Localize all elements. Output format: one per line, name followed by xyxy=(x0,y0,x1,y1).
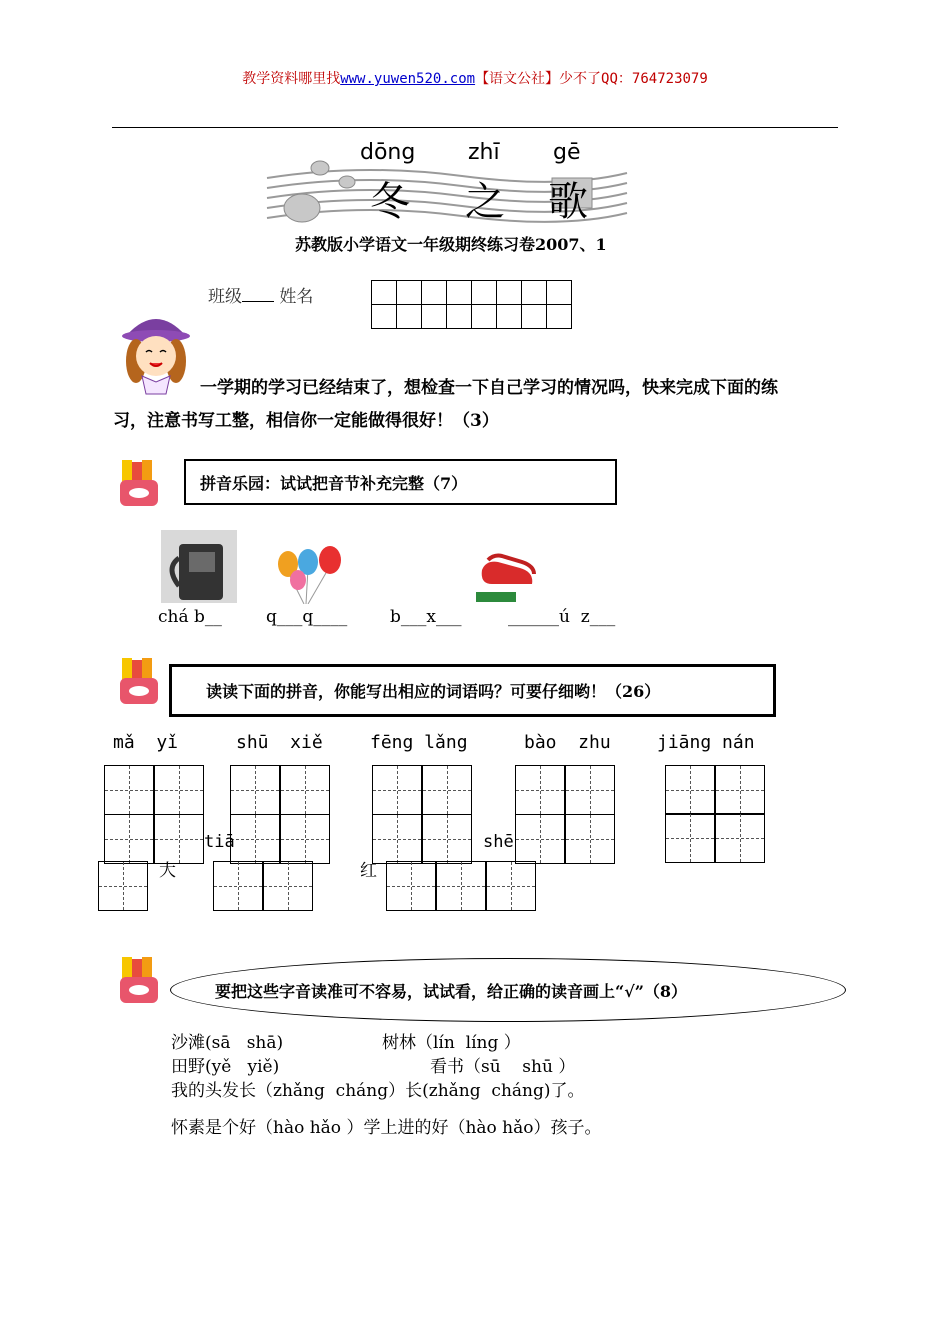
section2-pinyin-1: mǎ yǐ xyxy=(113,732,179,753)
class-label: 班级 xyxy=(208,287,242,307)
title-pinyin-2: zhī xyxy=(468,140,500,165)
fragment-da: 大 xyxy=(159,861,176,881)
cup-image xyxy=(161,530,237,603)
section2-pinyin-4: bào zhu xyxy=(524,732,611,753)
title-char-1: 冬 xyxy=(370,179,410,225)
writing-grid-cell[interactable] xyxy=(436,861,486,911)
writing-grid-cell[interactable] xyxy=(154,765,204,815)
cartoon-girl-illustration xyxy=(120,306,192,396)
writing-grid-cell[interactable] xyxy=(515,765,565,815)
writing-grid-cell[interactable] xyxy=(372,814,422,864)
class-label-row xyxy=(208,282,313,307)
fragment-she: shē xyxy=(483,832,514,852)
section3-row-2-right[interactable]: 看书（sū shū ） xyxy=(430,1057,576,1077)
section1-item-2[interactable]: q___q____ xyxy=(266,607,348,627)
intro-line-2: 习，注意书写工整，相信你一定能做得很好！（3） xyxy=(113,411,499,431)
writing-grid-cell[interactable] xyxy=(104,765,154,815)
title-char-2: 之 xyxy=(465,179,505,225)
class-blank[interactable] xyxy=(242,301,274,302)
header-prefix: 教学资料哪里找 xyxy=(242,71,341,87)
section3-row-1-right[interactable]: 树林（lín líng ） xyxy=(382,1033,521,1053)
writing-grid-cell[interactable] xyxy=(715,813,765,863)
writing-grid-cell[interactable] xyxy=(665,765,715,815)
section2-pinyin-3: fēng lǎng xyxy=(370,732,468,753)
section1-item-1[interactable]: chá b__ xyxy=(158,607,222,627)
writing-grid-cell[interactable] xyxy=(280,765,330,815)
writing-grid-cell[interactable] xyxy=(422,814,472,864)
writing-grid-cell[interactable] xyxy=(98,861,148,911)
writing-grid-cell[interactable] xyxy=(104,814,154,864)
title-pinyin-1: dōng xyxy=(360,140,416,165)
section1-item-3[interactable]: b___x___ xyxy=(390,607,462,627)
writing-grid-cell[interactable] xyxy=(565,765,615,815)
section3-row-2-left[interactable]: 田野(yě yiě) xyxy=(171,1057,280,1077)
fragment-hong: 红 xyxy=(360,861,377,881)
writing-grid-cell[interactable] xyxy=(263,861,313,911)
balloons-image xyxy=(268,542,348,604)
section3-row-4[interactable]: 怀素是个好（hào hǎo ）学上进的好（hào hǎo）孩子。 xyxy=(171,1118,602,1138)
intro-line-1: 一学期的学习已经结束了，想检查一下自己学习的情况吗，快来完成下面的练 xyxy=(200,378,778,398)
section2-pinyin-2: shū xiě xyxy=(236,732,323,753)
header-link[interactable]: www.yuwen520.com xyxy=(340,71,476,87)
section2-pinyin-5: jiāng nán xyxy=(657,732,755,753)
writing-grid-cell[interactable] xyxy=(565,814,615,864)
header-divider xyxy=(112,127,838,128)
pencil-cup-icon-3 xyxy=(118,955,164,1005)
writing-grid-cell[interactable] xyxy=(213,861,263,911)
writing-grid-cell[interactable] xyxy=(230,765,280,815)
writing-grid-cell[interactable] xyxy=(230,814,280,864)
shoes-image xyxy=(476,540,542,602)
writing-grid-cell[interactable] xyxy=(486,861,536,911)
fragment-tia: tiā xyxy=(204,832,235,852)
writing-grid-cell[interactable] xyxy=(665,813,715,863)
header-suffix: 【语文公社】少不了QQ：764723079 xyxy=(475,71,708,87)
writing-grid-cell[interactable] xyxy=(422,765,472,815)
page-subtitle: 苏教版小学语文一年级期终练习卷2007、1 xyxy=(295,235,607,254)
writing-grid-cell[interactable] xyxy=(372,765,422,815)
writing-grid-cell[interactable] xyxy=(386,861,436,911)
section3-title-ellipse: 要把这些字音读准可不容易，试试看，给正确的读音画上“√”（8） xyxy=(170,958,846,1022)
title-char-3: 歌 xyxy=(548,179,588,225)
header-banner xyxy=(0,68,950,88)
writing-grid-cell[interactable] xyxy=(715,765,765,815)
section2-title-box: 读读下面的拼音，你能写出相应的词语吗？可要仔细哟！（26） xyxy=(169,664,776,717)
pencil-cup-icon xyxy=(118,458,164,508)
pencil-cup-icon-2 xyxy=(118,656,164,706)
writing-grid-cell[interactable] xyxy=(280,814,330,864)
section3-row-1-left[interactable]: 沙滩(sā shā) xyxy=(171,1033,284,1053)
name-label: 姓名 xyxy=(279,287,314,307)
writing-grid-cell[interactable] xyxy=(515,814,565,864)
section1-title-box: 拼音乐园：试试把音节补充完整（7） xyxy=(184,459,617,505)
section3-row-3[interactable]: 我的头发长（zhǎng cháng）长(zhǎng cháng)了。 xyxy=(171,1081,585,1101)
name-grid[interactable] xyxy=(371,280,571,328)
section1-item-4[interactable]: ______ú z___ xyxy=(508,607,616,627)
title-pinyin-3: gē xyxy=(553,140,581,165)
